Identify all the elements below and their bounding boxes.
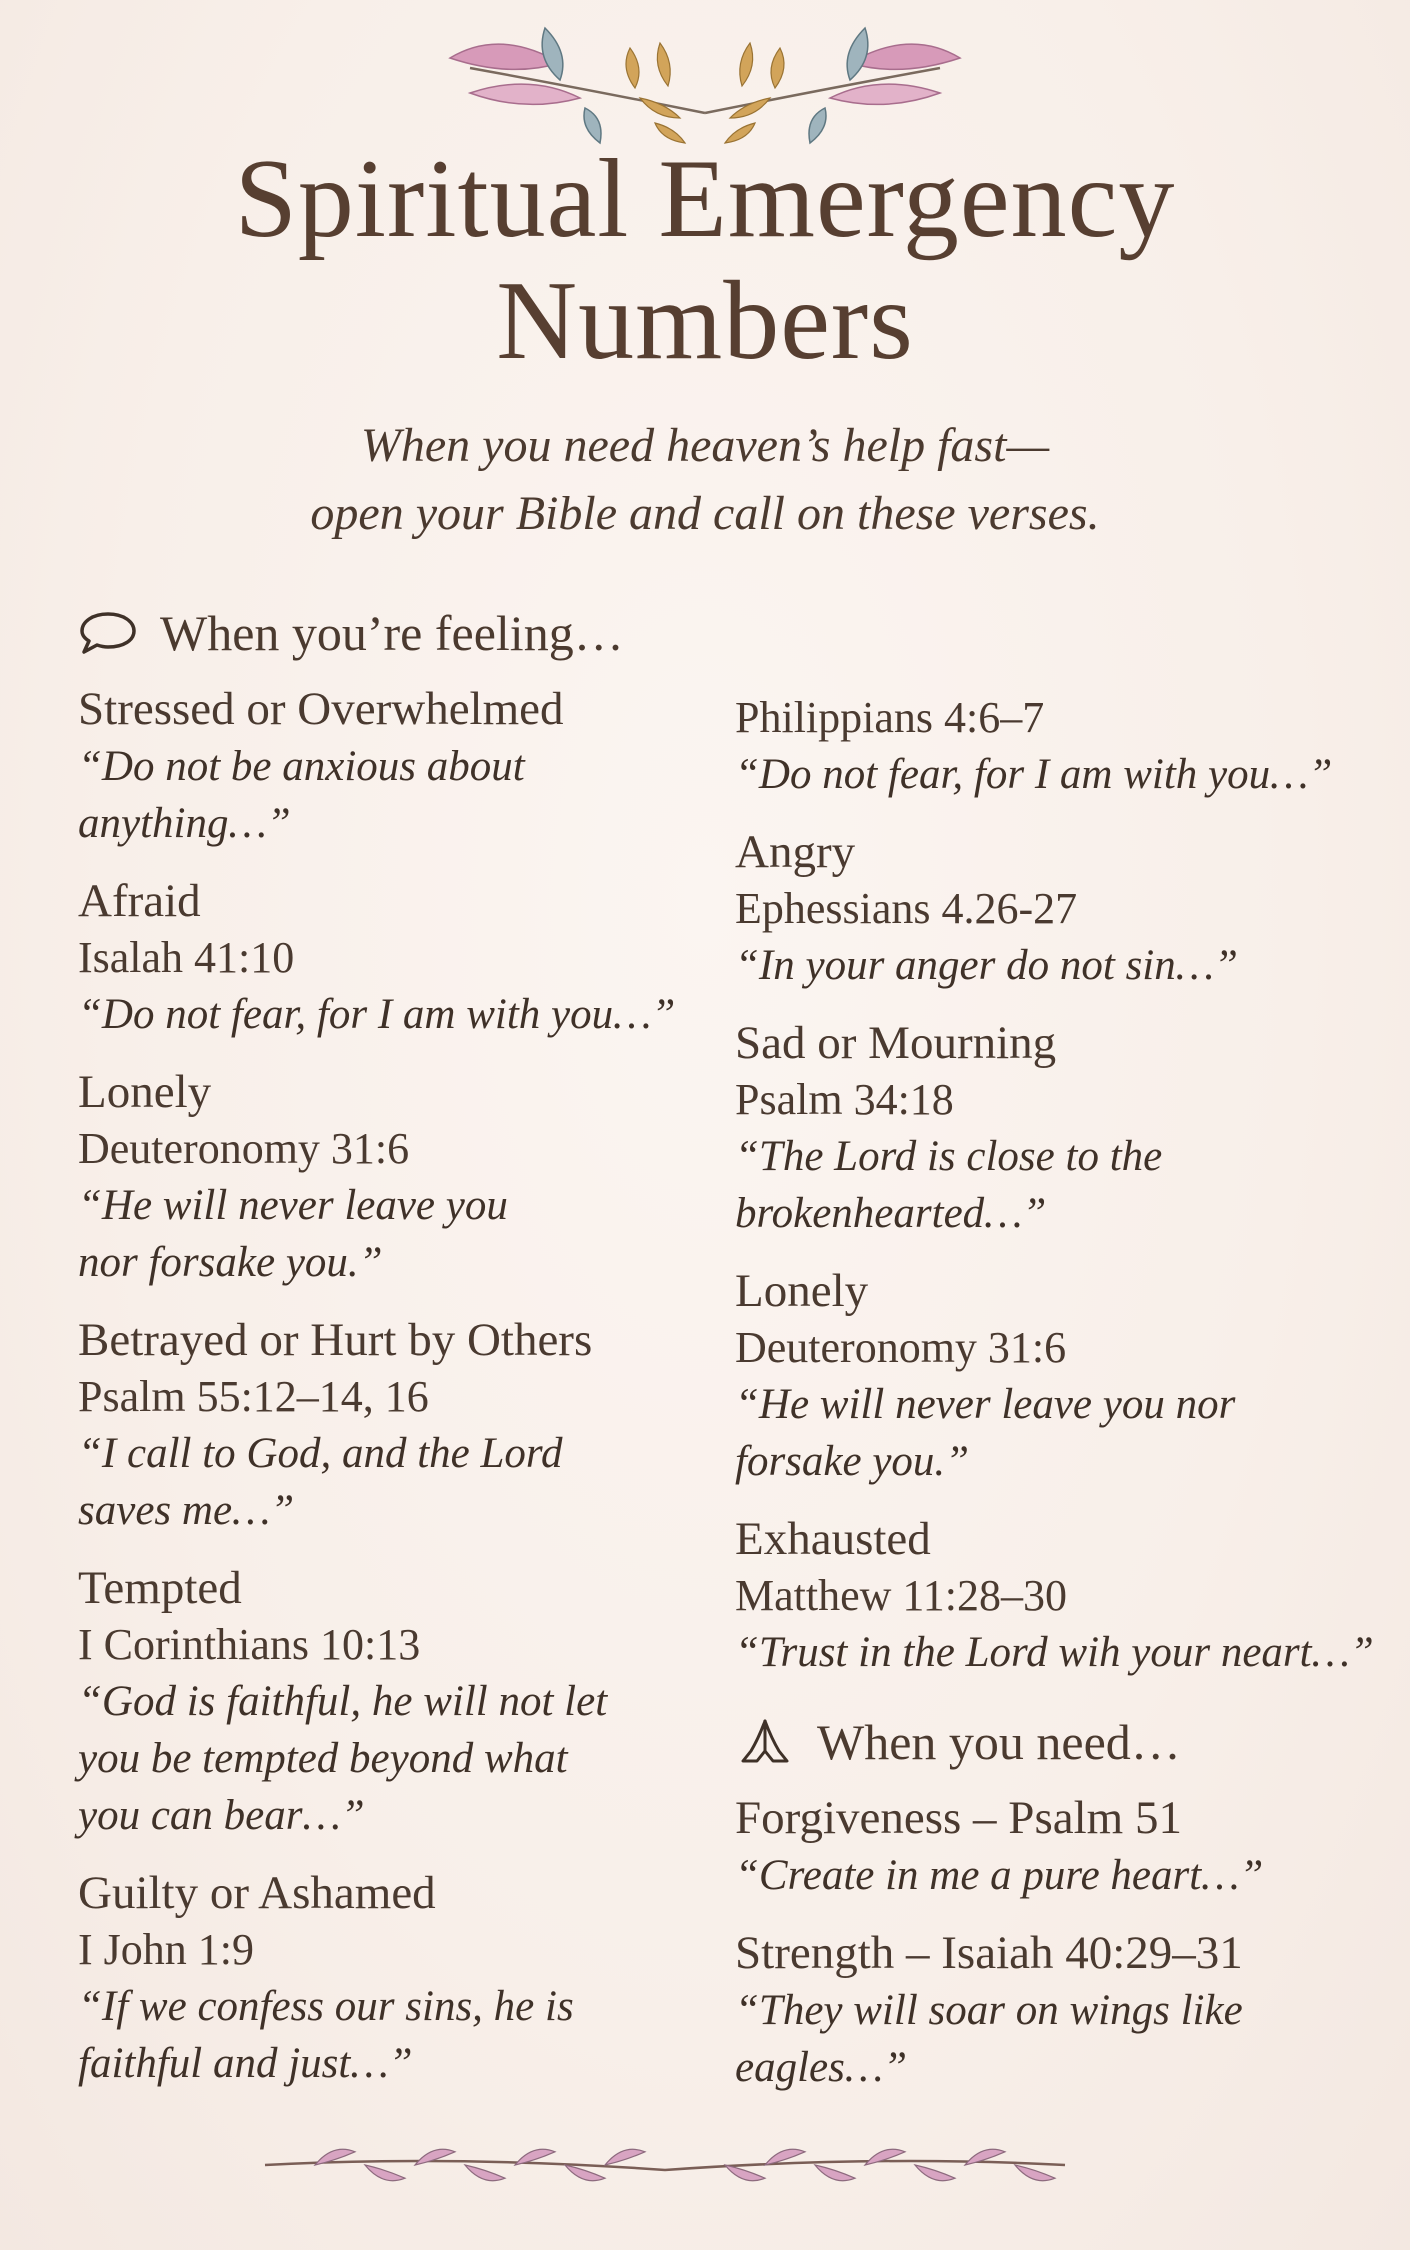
verse-entry	[735, 1510, 1385, 1681]
praying-hands-icon	[735, 1717, 795, 1767]
verse-entry	[735, 1924, 1385, 2096]
need-section-label: When you need…	[817, 1714, 1181, 1770]
verse-reference: Isalah 41:10	[78, 933, 295, 982]
need-section-heading	[735, 1709, 1385, 1775]
subtitle-line-2: open your Bible and call on these verses.	[310, 487, 1100, 540]
leaf-shape	[605, 2149, 645, 2165]
need-entry-list	[735, 1789, 1385, 2096]
entry-heading: Tempted	[78, 1562, 242, 1614]
feeling-section-heading	[78, 600, 718, 666]
verse-entry	[78, 1311, 718, 1539]
verse-quote-line: you can bear…”	[78, 1792, 365, 1839]
leaf-shape	[865, 2149, 905, 2165]
leaf-shape	[725, 2165, 765, 2181]
bottom-floral-ornament-icon	[255, 2130, 1075, 2210]
title-line-2: Numbers	[496, 259, 914, 383]
entry-heading: Stressed or Overwhelmed	[78, 683, 564, 735]
subtitle-line-1: When you need heaven’s help fast—	[360, 419, 1050, 472]
leaf-shape	[565, 2165, 605, 2181]
top-floral-ornament-icon	[430, 18, 980, 148]
right-column	[735, 690, 1385, 2116]
verse-quote-line: you be tempted beyond what	[78, 1735, 568, 1782]
right-entry-list	[735, 690, 1385, 1681]
verse-quote-line: “If we confess our sins, he is	[78, 1983, 574, 2030]
verse-quote-line: eagles…”	[735, 2044, 907, 2091]
verse-entry	[78, 680, 718, 852]
verse-entry	[78, 1063, 718, 1291]
verse-quote-line: “I call to God, and the Lord	[78, 1430, 563, 1477]
page-title	[0, 138, 1410, 382]
verse-reference: Psalm 34:18	[735, 1075, 954, 1124]
verse-reference: Deuteronomy 31:6	[78, 1124, 410, 1173]
entry-heading: Sad or Mourning	[735, 1017, 1057, 1069]
verse-quote-line: “Do not be anxious about	[78, 743, 525, 790]
leaf-shape	[465, 2165, 505, 2181]
verse-entry	[735, 1789, 1385, 1904]
entry-heading: Lonely	[735, 1265, 869, 1317]
verse-quote-line: faithful and just…”	[78, 2040, 413, 2087]
verse-reference: Psalm 55:12–14, 16	[78, 1372, 429, 1421]
entry-heading: Afraid	[78, 875, 201, 927]
entry-heading: Forgiveness – Psalm 51	[735, 1792, 1182, 1844]
verse-reference: I John 1:9	[78, 1925, 254, 1974]
verse-quote-line: forsake you.”	[735, 1438, 970, 1485]
verse-quote-line: “Trust in the Lord wih your neart…”	[735, 1629, 1374, 1676]
verse-quote-line: “In your anger do not sin…”	[735, 942, 1238, 989]
left-column	[78, 600, 718, 2112]
verse-entry	[78, 872, 718, 1043]
subtitle	[0, 412, 1410, 548]
verse-reference: I Corinthians 10:13	[78, 1620, 421, 1669]
left-entry-list	[78, 680, 718, 2092]
verse-quote-line: nor forsake you.”	[78, 1239, 383, 1286]
verse-entry	[735, 823, 1385, 994]
leaf-shape	[815, 2165, 855, 2181]
verse-quote-line: “God is faithful, he will not let	[78, 1678, 608, 1725]
entry-heading: Angry	[735, 826, 856, 878]
verse-quote-line: anything…”	[78, 800, 291, 847]
entry-heading: Lonely	[78, 1066, 212, 1118]
verse-entry	[78, 1864, 718, 2092]
verse-quote-line: “Create in me a pure heart…”	[735, 1852, 1264, 1899]
verse-reference: Philippians 4:6–7	[735, 693, 1045, 742]
verse-reference: Ephessians 4.26-27	[735, 884, 1078, 933]
verse-reference: Deuteronomy 31:6	[735, 1323, 1067, 1372]
verse-quote-line: “Do not fear, for I am with you…”	[735, 751, 1333, 798]
verse-entry	[78, 1559, 718, 1844]
verse-quote-line: “The Lord is close to the	[735, 1133, 1163, 1180]
leaf-shape	[915, 2165, 955, 2181]
title-line-1: Spiritual Emergency	[234, 137, 1176, 261]
verse-entry	[735, 1262, 1385, 1490]
verse-quote-line: “He will never leave you nor	[735, 1381, 1236, 1428]
verse-reference: Matthew 11:28–30	[735, 1571, 1067, 1620]
entry-heading: Guilty or Ashamed	[78, 1867, 436, 1919]
verse-quote-line: “He will never leave you	[78, 1182, 508, 1229]
verse-quote-line: brokenhearted…”	[735, 1190, 1047, 1237]
speech-bubble-icon	[78, 608, 138, 658]
entry-heading: Betrayed or Hurt by Others	[78, 1314, 593, 1366]
verse-entry	[735, 1014, 1385, 1242]
leaf-shape	[365, 2165, 405, 2181]
verse-quote-line: “Do not fear, for I am with you…”	[78, 991, 676, 1038]
feeling-section-label: When you’re feeling…	[160, 605, 624, 661]
verse-entry	[735, 690, 1385, 803]
entry-heading: Strength – Isaiah 40:29–31	[735, 1927, 1243, 1979]
entry-heading: Exhausted	[735, 1513, 931, 1565]
verse-quote-line: saves me…”	[78, 1487, 295, 1534]
verse-quote-line: “They will soar on wings like	[735, 1987, 1243, 2034]
leaf-shape	[1015, 2165, 1055, 2181]
leaf-shape	[415, 2149, 455, 2165]
